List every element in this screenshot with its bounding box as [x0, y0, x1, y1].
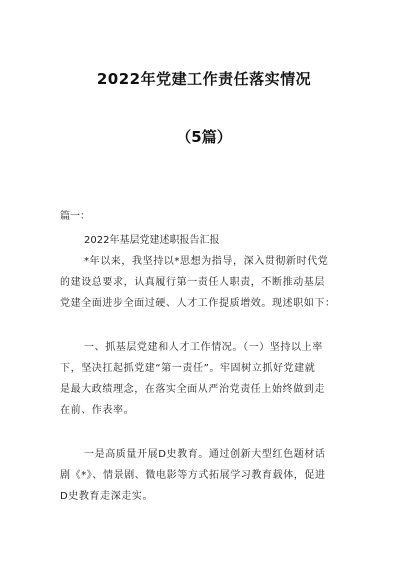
- paragraph-3-line-2: 剧《*》、情景剧、微电影等方式拓展学习教育载体，促进: [60, 470, 326, 481]
- report-title: 2022年基层党建述职报告汇报: [84, 235, 220, 246]
- paragraph-2-line-1: 一、抓基层党建和人才工作情况。（一）坚持以上率: [84, 342, 323, 353]
- paragraph-3-line-1: 一是高质量开展D史教育。通过创新大型红色题材话: [84, 449, 326, 460]
- paragraph-1-line-3: 党建全面进步全面过硬、人才工作提质增效。现述职如下：: [60, 298, 336, 309]
- section-label: 篇一：: [60, 211, 90, 222]
- paragraph-2-line-4: 在前、作表率。: [60, 405, 135, 416]
- document-subtitle: （5篇）: [176, 128, 232, 146]
- paragraph-2-line-2: 下，坚决扛起抓党建“第一责任”。牢固树立抓好党建就: [60, 363, 316, 374]
- document-title: 2022年党建工作责任落实情况: [96, 70, 312, 88]
- paragraph-3-line-3: D史教育走深走实。: [60, 491, 154, 502]
- paragraph-1-line-2: 的建设总要求，认真履行第一责任人职责，不断推动基层: [60, 277, 325, 288]
- paragraph-1-line-1: *年以来，我坚持以*思想为指导，深入贯彻新时代党: [84, 256, 329, 267]
- paragraph-2-line-3: 是最大政绩理念，在落实全面从严治党责任上始终做到走: [60, 384, 325, 395]
